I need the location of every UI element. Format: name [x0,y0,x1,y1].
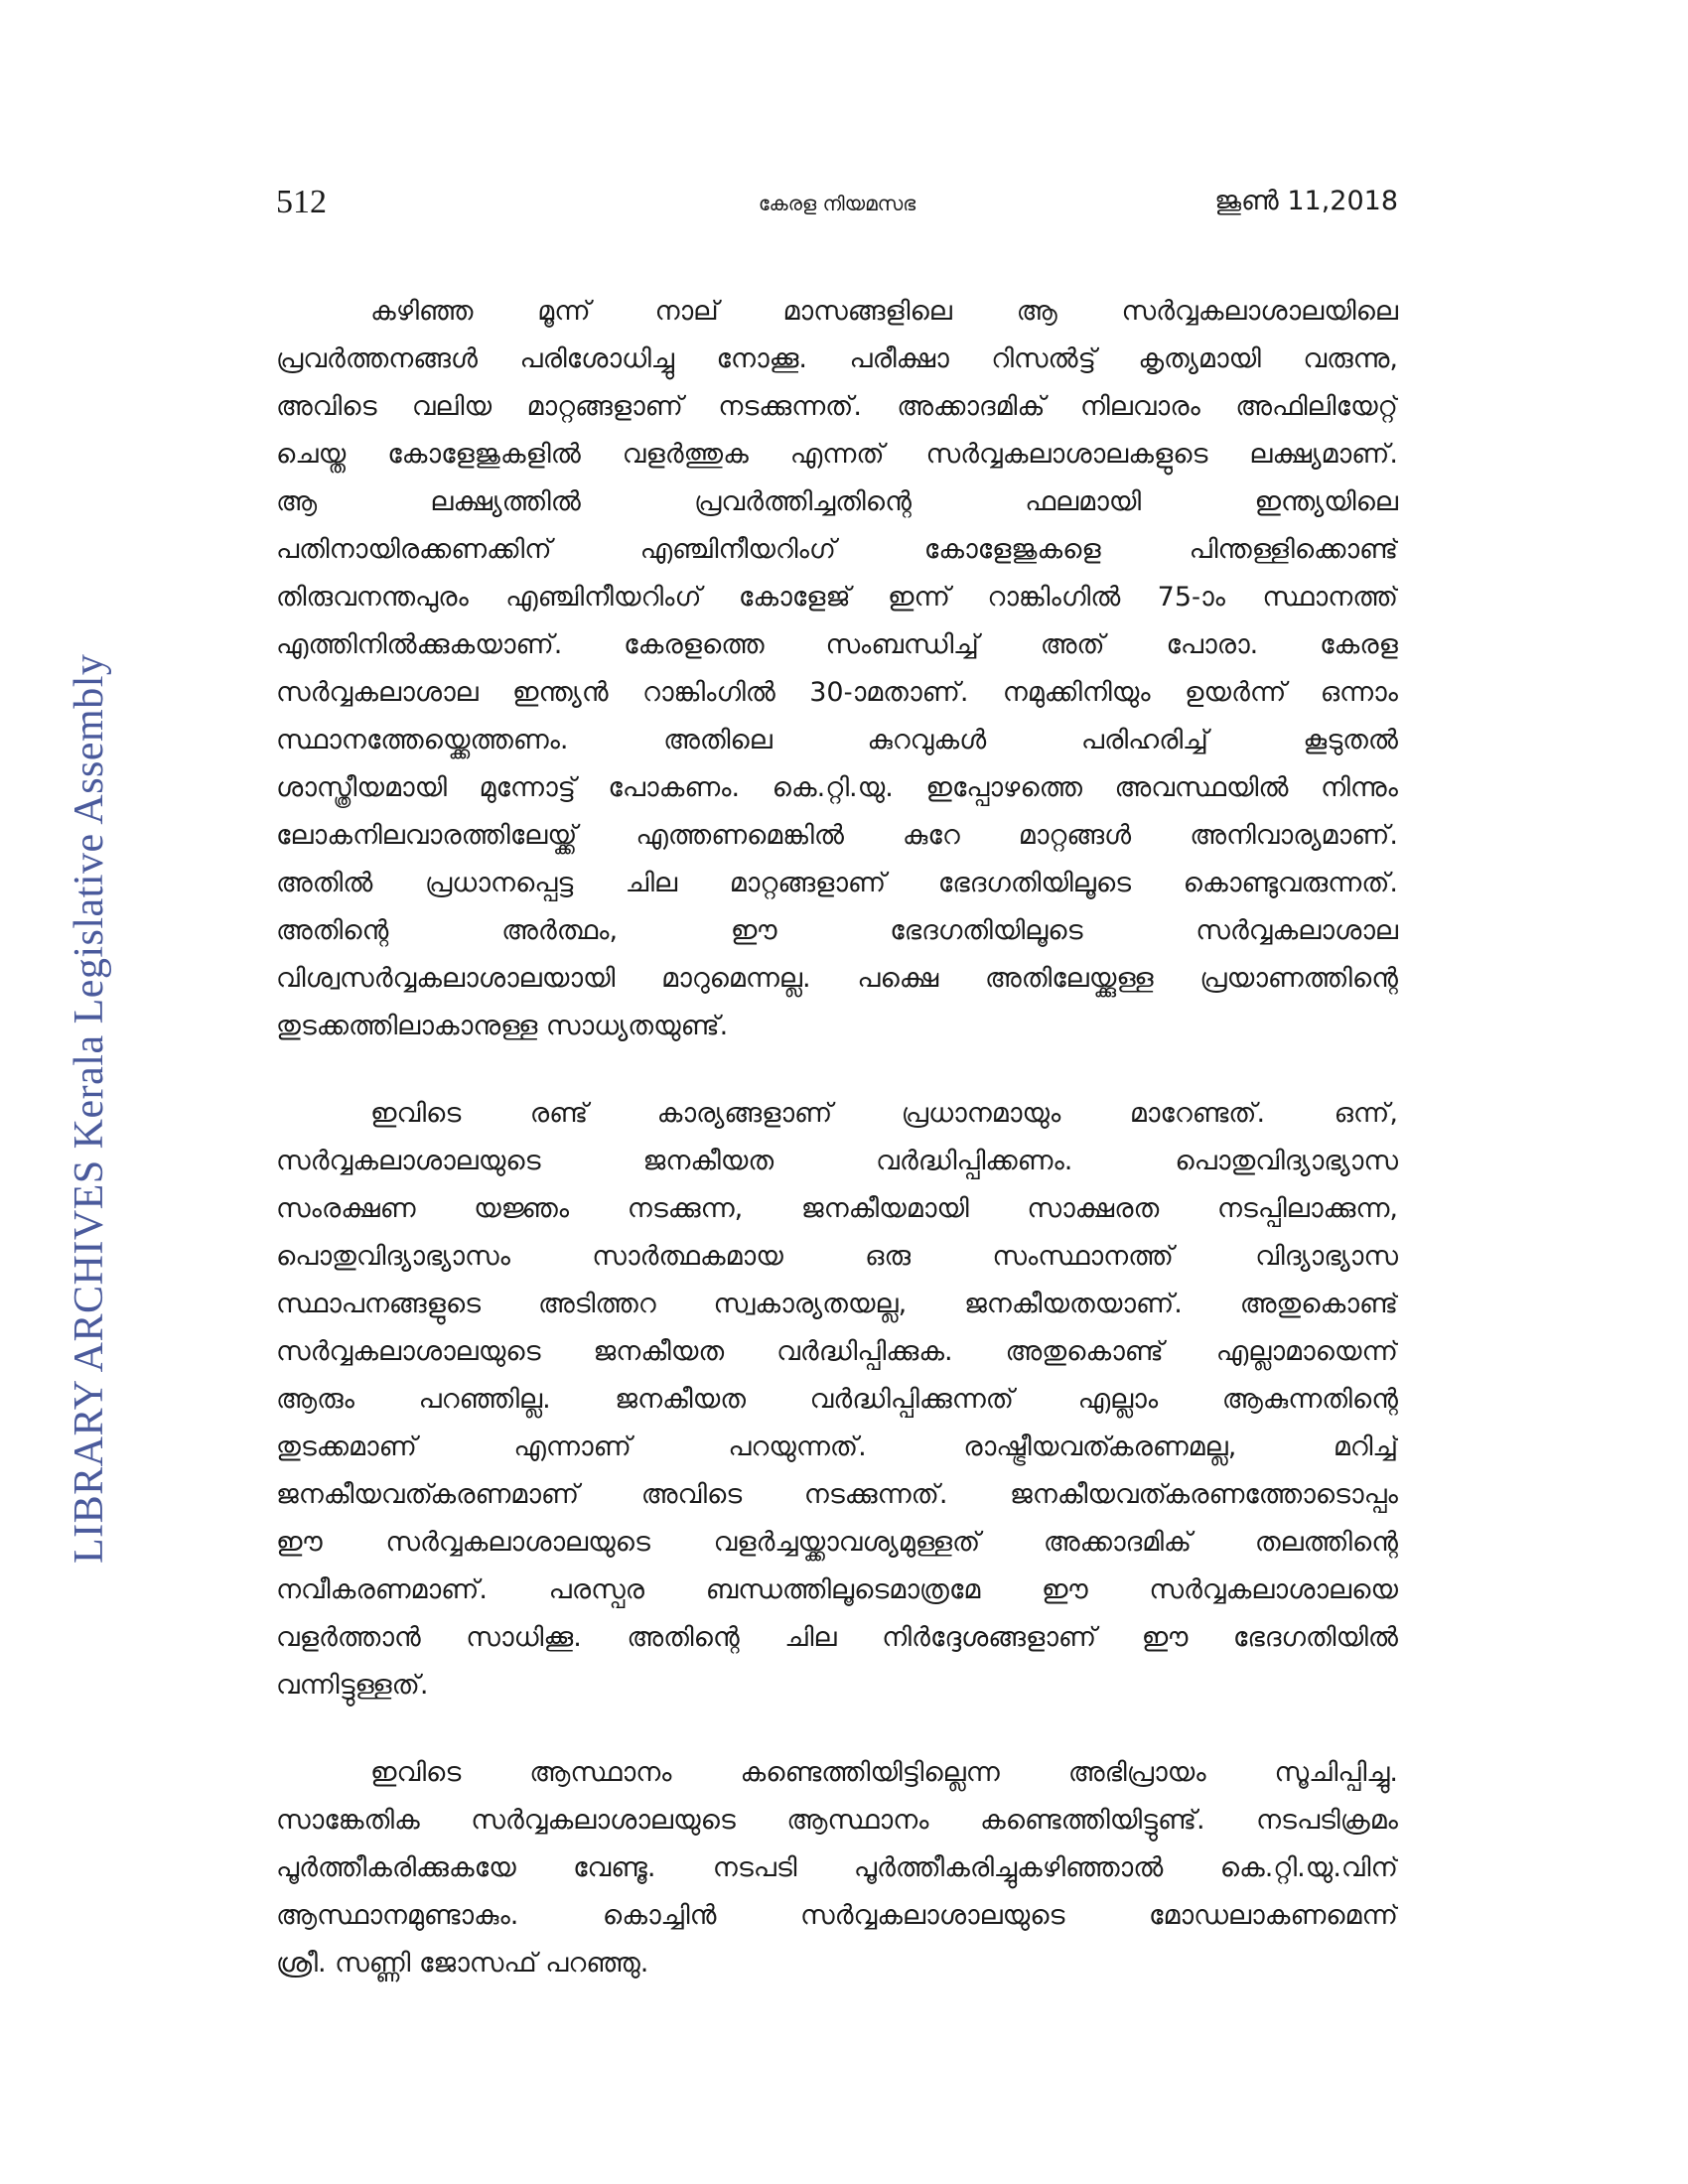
archive-watermark: LIBRARY ARCHIVES Kerala Legislative Assembly [67,653,112,1564]
text-line: പതിനായിരക്കണക്കിന് എഞ്ചിനീയറിംഗ് കോളേജുകളെ പിന്തള്ളിക്കൊണ്ട് [276,534,1398,565]
text-line: ശാസ്ത്രീയമായി മുന്നോട്ട് പോകണം. കെ.റ്റി.യു. ഇപ്പോഴത്തെ അവസ്ഥയിൽ നിന്നും [276,772,1398,803]
text-line: ലോകനിലവാരത്തിലേയ്ക്ക് എത്തണമെങ്കിൽ കുറേ മാറ്റങ്ങൾ അനിവാര്യമാണ്. [276,820,1398,851]
header-date: ജൂൺ 11,2018 [1214,186,1398,216]
text-line: കഴിഞ്ഞ മൂന്ന് നാല് മാസങ്ങളിലെ ആ സർവ്വകലാശാലയിലെ [370,296,1398,327]
text-line: ആരും പറഞ്ഞില്ല. ജനകീയത വർദ്ധിപ്പിക്കുന്നത് എല്ലാം ആകുന്നതിന്റെ [276,1384,1398,1415]
paragraph [276,288,1398,1050]
text-line: നവീകരണമാണ്. പരസ്പര ബന്ധത്തിലൂടെമാത്രമേ ഈ സർവ്വകലാശാലയെ [276,1574,1398,1605]
text-line: സർവ്വകലാശാല ഇന്ത്യൻ റാങ്കിംഗിൽ 30-ാമതാണ്. നമുക്കിനിയും ഉയർന്ന് ഒന്നാം [276,677,1398,708]
text-line: സാങ്കേതിക സർവ്വകലാശാലയുടെ ആസ്ഥാനം കണ്ടെത്തിയിട്ടുണ്ട്. നടപടിക്രമം [276,1805,1398,1836]
text-line: സംരക്ഷണ യജ്ഞം നടക്കുന്ന, ജനകീയമായി സാക്ഷരത നടപ്പിലാക്കുന്ന, [276,1193,1398,1224]
text-line: എത്തിനിൽക്കുകയാണ്. കേരളത്തെ സംബന്ധിച്ച് അത് പോരാ. കേരള [276,629,1398,660]
text-line: ജനകീയവത്കരണമാണ് അവിടെ നടക്കുന്നത്. ജനകീയവത്കരണത്തോടൊപ്പം [276,1479,1398,1510]
text-line: ചെയ്ത കോളേജുകളിൽ വളർത്തുക എന്നത് സർവ്വകലാശാലകളുടെ ലക്ഷ്യമാണ്. [276,439,1398,470]
text-line: പൊതുവിദ്യാഭ്യാസം സാർത്ഥകമായ ഒരു സംസ്ഥാനത്ത് വിദ്യാഭ്യാസ [276,1241,1398,1272]
text-line: അവിടെ വലിയ മാറ്റങ്ങളാണ് നടക്കുന്നത്. അക്കാദമിക് നിലവാരം അഫിലിയേറ്റ് [276,391,1398,422]
text-line: പൂർത്തീകരിക്കുകയേ വേണ്ടൂ. നടപടി പൂർത്തീകരിച്ചുകഴിഞ്ഞാൽ കെ.റ്റി.യു.വിന് [276,1852,1398,1883]
text-line: തുടക്കത്തിലാകാനുള്ള സാധ്യതയുണ്ട്. [276,1011,729,1041]
text-line: ഇവിടെ രണ്ട് കാര്യങ്ങളാണ് പ്രധാനമായും മാറേണ്ടത്. ഒന്ന്, [370,1098,1398,1129]
text-line: ആ ലക്ഷ്യത്തിൽ പ്രവർത്തിച്ചതിന്റെ ഫലമായി ഇന്ത്യയിലെ [276,486,1398,517]
text-line: അതിൽ പ്രധാനപ്പെട്ട ചില മാറ്റങ്ങളാണ് ഭേദഗതിയിലൂടെ കൊണ്ടുവരുന്നത്. [276,868,1398,898]
text-line: അതിന്റെ അർത്ഥം, ഈ ഭേദഗതിയിലൂടെ സർവ്വകലാശാല [276,915,1398,946]
text-line: തുടക്കമാണ് എന്നാണ് പറയുന്നത്. രാഷ്ട്രീയവത്കരണമല്ല, മറിച്ച് [276,1432,1398,1462]
page-header [276,184,1398,233]
paragraph-gap [276,1050,1398,1090]
text-line: സ്ഥാനത്തേയ്ക്കെത്തണം. അതിലെ കുറവുകൾ പരിഹരിച്ച് കൂടുതൽ [276,725,1398,755]
page-number: 512 [276,184,327,220]
text-line: ഇവിടെ ആസ്ഥാനം കണ്ടെത്തിയിട്ടില്ലെന്ന അഭിപ്രായം സൂചിപ്പിച്ചു. [370,1757,1398,1788]
body-text [276,288,1398,1987]
header-title: കേരള നിയമസഭ [758,192,916,215]
text-line: സർവ്വകലാശാലയുടെ ജനകീയത വർദ്ധിപ്പിക്കണം. പൊതുവിദ്യാഭ്യാസ [276,1146,1398,1176]
text-line: സ്ഥാപനങ്ങളുടെ അടിത്തറ സ്വകാര്യതയല്ല, ജനകീയതയാണ്. അതുകൊണ്ട് [276,1289,1398,1319]
text-line: ആസ്ഥാനമുണ്ടാകും. കൊച്ചിൻ സർവ്വകലാശാലയുടെ മോഡലാകണമെന്ന് [276,1900,1398,1931]
text-line: ഈ സർവ്വകലാശാലയുടെ വളർച്ചയ്ക്കാവശ്യമുള്ളത് അക്കാദമിക് തലത്തിന്റെ [276,1527,1398,1558]
paragraph-gap [276,1709,1398,1749]
text-line: വന്നിട്ടുള്ളത്. [276,1670,429,1701]
text-line: പ്രവർത്തനങ്ങൾ പരിശോധിച്ചു നോക്കൂ. പരീക്ഷാ റിസൽട്ട് കൃത്യമായി വരുന്നു, [276,343,1398,374]
text-line: വളർത്താൻ സാധിക്കൂ. അതിന്റെ ചില നിർദ്ദേശങ്ങളാണ് ഈ ഭേദഗതിയിൽ [276,1622,1398,1653]
text-line: വിശ്വസർവ്വകലാശാലയായി മാറുമെന്നല്ല. പക്ഷെ അതിലേയ്ക്കുള്ള പ്രയാണത്തിന്റെ [276,963,1398,994]
text-line: ശ്രീ. സണ്ണി ജോസഫ് പറഞ്ഞു. [276,1948,649,1979]
paragraph [276,1090,1398,1709]
text-line: സർവ്വകലാശാലയുടെ ജനകീയത വർദ്ധിപ്പിക്കുക. അതുകൊണ്ട് എല്ലാമായെന്ന് [276,1336,1398,1367]
paragraph [276,1749,1398,1987]
text-line: തിരുവനന്തപുരം എഞ്ചിനീയറിംഗ് കോളേജ് ഇന്ന് റാങ്കിംഗിൽ 75-ാം സ്ഥാനത്ത് [276,582,1398,613]
